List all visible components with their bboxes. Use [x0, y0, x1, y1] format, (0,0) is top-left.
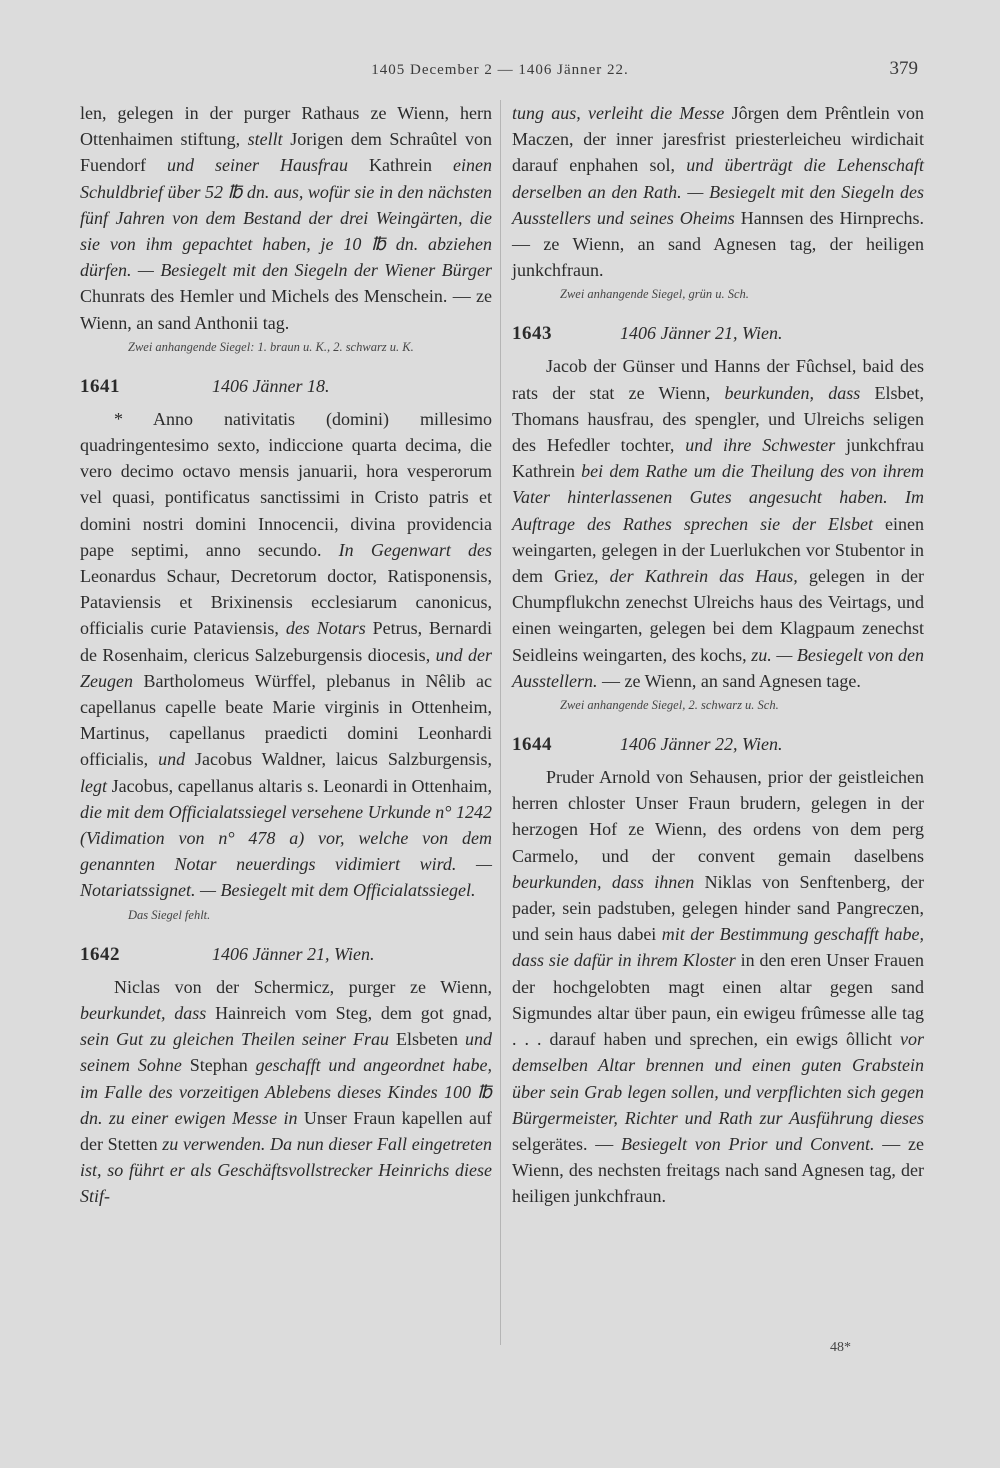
entry-number: 1644 — [512, 734, 552, 756]
entry-number: 1643 — [512, 323, 552, 345]
seal-note: Zwei anhangende Siegel: 1. braun u. K., 2. schwarz u. K. — [128, 339, 414, 354]
entry-text-1642: Niclas von der Schermicz, purger ze Wienn, beurkundet, dass Hainreich vom Steg, dem got gnad, sein Gut zu gleichen Theilen seiner Frau Elsbeten und seinem Sohne Stephan geschafft und angeordnet habe, im Falle des vorzeitigen Ablebens dieses Kindes 100 ℔ dn. zu einer ewigen Messe in Unser Fraun kapellen auf der Stetten zu verwenden. Da nun dieser Fall eingetreten ist, so führt er als Geschäftsvollstrecker Heinrichs diese Stif- — [80, 976, 493, 1207]
entry-date: 1406 Jänner 18. — [212, 375, 330, 396]
continued-entry-text: tung aus, verleiht die Messe Jôrgen dem Prêntlein von Maczen, der inner jaresfrist priesterleicheu wirdichait darauf enphahen sol, und überträgt die Lehenschaft derselben an den Rath. — Besiegelt mit den Siegeln des Ausstellers und seines Oheims Hannsen des Hirnprechs. — ze Wienn, an sand Agnesen tag, der heiligen junkchfraun. — [512, 103, 924, 281]
entry-number: 1641 — [80, 375, 120, 397]
entry-date: 1406 Jänner 22, Wien. — [620, 734, 783, 755]
seal-note: Das Siegel fehlt. — [128, 907, 211, 922]
entry-date: 1406 Jänner 21, Wien. — [620, 323, 783, 344]
left-column — [80, 100, 492, 1210]
column-divider — [500, 100, 501, 1345]
entry-text-1643: Jacob der Günser und Hanns der Fûchsel, baid des rats der stat ze Wienn, beurkunden, dass Elsbet, Thomans hausfrau, des spengler, und Ulreichs seligen des Hefedler tochter, und ihre Schwester junkchfrau Kathrein bei dem Rathe um die Theilung des von ihrem Vater hinterlassenen Gutes angesucht haben. Im Auftrage des Rathes sprechen sie der Elsbet einen weingarten, gelegen in der Luerlukchen vor Stubentor in dem Griez, der Kathrein das Haus, gelegen in der Chumpflukchn zenechst Ulreichs haus des Veirtags, und einen weingarten, gelegen bei dem Klagpaum zenechst Seidleins weingarten, des kochs, zu. — Besiegelt von den Ausstellern. — ze Wienn, an sand Agnesen tage. — [512, 356, 925, 691]
entry-text-1644: Pruder Arnold von Sehausen, prior der geistleichen herren chloster Unser Fraun brudern, gelegen in der herzogen Hof ze Wienn, des ordens von dem perg Carmelo, und der convent gemain daselbens beurkunden, dass ihnen Niklas von Senftenberg, der pader, sein padstuben, gelegen hinder sand Pangreczen, und sein haus dabei mit der Bestimmung geschafft habe, dass sie dafür in ihrem Kloster in den eren Unser Frauen der hochgelobten magt einen altar gegen sand Sigmundes altar über paun, ein ewigeu frûmesse alle tag . . . darauf haben und sprechen, ein ewigs ôllicht vor demselben Altar brennen und einen guten Grabstein über sein Grab legen sollen, und verpflichten sich gegen Bürgermeister, Richter und Rath zur Ausführung dieses selgerätes. — Besiegelt von Prior und Convent. — ze Wienn, des nechsten freitags nach sand Agnesen tag, der heiligen junkchfraun. — [512, 767, 925, 1207]
page-number: 379 — [889, 58, 918, 79]
entry-heading-1644 — [512, 732, 924, 758]
right-column — [512, 100, 924, 1210]
page-header — [0, 60, 1000, 90]
entry-number: 1642 — [80, 943, 120, 965]
seal-note: Zwei anhangende Siegel, grün u. Sch. — [560, 287, 749, 302]
continued-entry-text: len, gelegen in der purger Rathaus ze Wienn, hern Ottenhaimen stiftung, stellt Jorigen dem Schraûtel von Fuendorf und seiner Hausfrau Kathrein einen Schuldbrief über 52 ℔ dn. aus, wofür sie in den nächsten fünf Jahren von dem Bestand der drei Weingärten, die sie von ihm gepachtet haben, je 10 ℔ dn. abziehen dürfen. — Besiegelt mit den Siegeln der Wiener Bürger Chunrats des Hemler und Michels des Menschein. — ze Wienn, an sand Anthonii tag. — [80, 103, 492, 333]
running-head: 1405 December 2 — 1406 Jänner 22. — [371, 62, 629, 78]
seal-note: Zwei anhangende Siegel, 2. schwarz u. Sch. — [560, 698, 779, 713]
entry-date: 1406 Jänner 21, Wien. — [212, 943, 375, 964]
entry-text-1641: * Anno nativitatis (domini) millesimo quadringentesimo sexto, indiccione quarta decima, die vero decimo octavo mensis januarii, hora vesperorum vel quasi, pontificatus sanctissimi in Cristo patris et domini nostri domini Innocencii, divina providencia pape septimi, anno secundo. In Gegenwart des Leonardus Schaur, Decretorum doctor, Ratisponensis, Pataviensis et Brixinensis ecclesiarum canonicus, officialis curie Pataviensis, des Notars Petrus, Bernardi de Rosenhaim, clericus Salzeburgensis diocesis, und der Zeugen Bartholomeus Würffel, plebanus in Nêlib ac capellanus capelle beate Marie virginis in Ottenheim, Martinus, capellanus praedicti domini Leonhardi officialis, und Jacobus Waldner, laicus Salzburgensis, legt Jacobus, capellanus altaris s. Leonardi in Ottenhaim, die mit dem Officialatssiegel versehene Urkunde n° 1242 (Vidimation von n° 478 a) vor, welche von dem genannten Notar neuerdings vidimiert wird. — Notariatssignet. — Besiegelt mit dem Officialatssiegel. — [80, 408, 493, 901]
signature-mark: 48* — [830, 1340, 851, 1355]
entry-heading-1643 — [512, 321, 924, 347]
entry-heading-1641 — [80, 374, 492, 400]
entry-heading-1642 — [80, 942, 492, 968]
